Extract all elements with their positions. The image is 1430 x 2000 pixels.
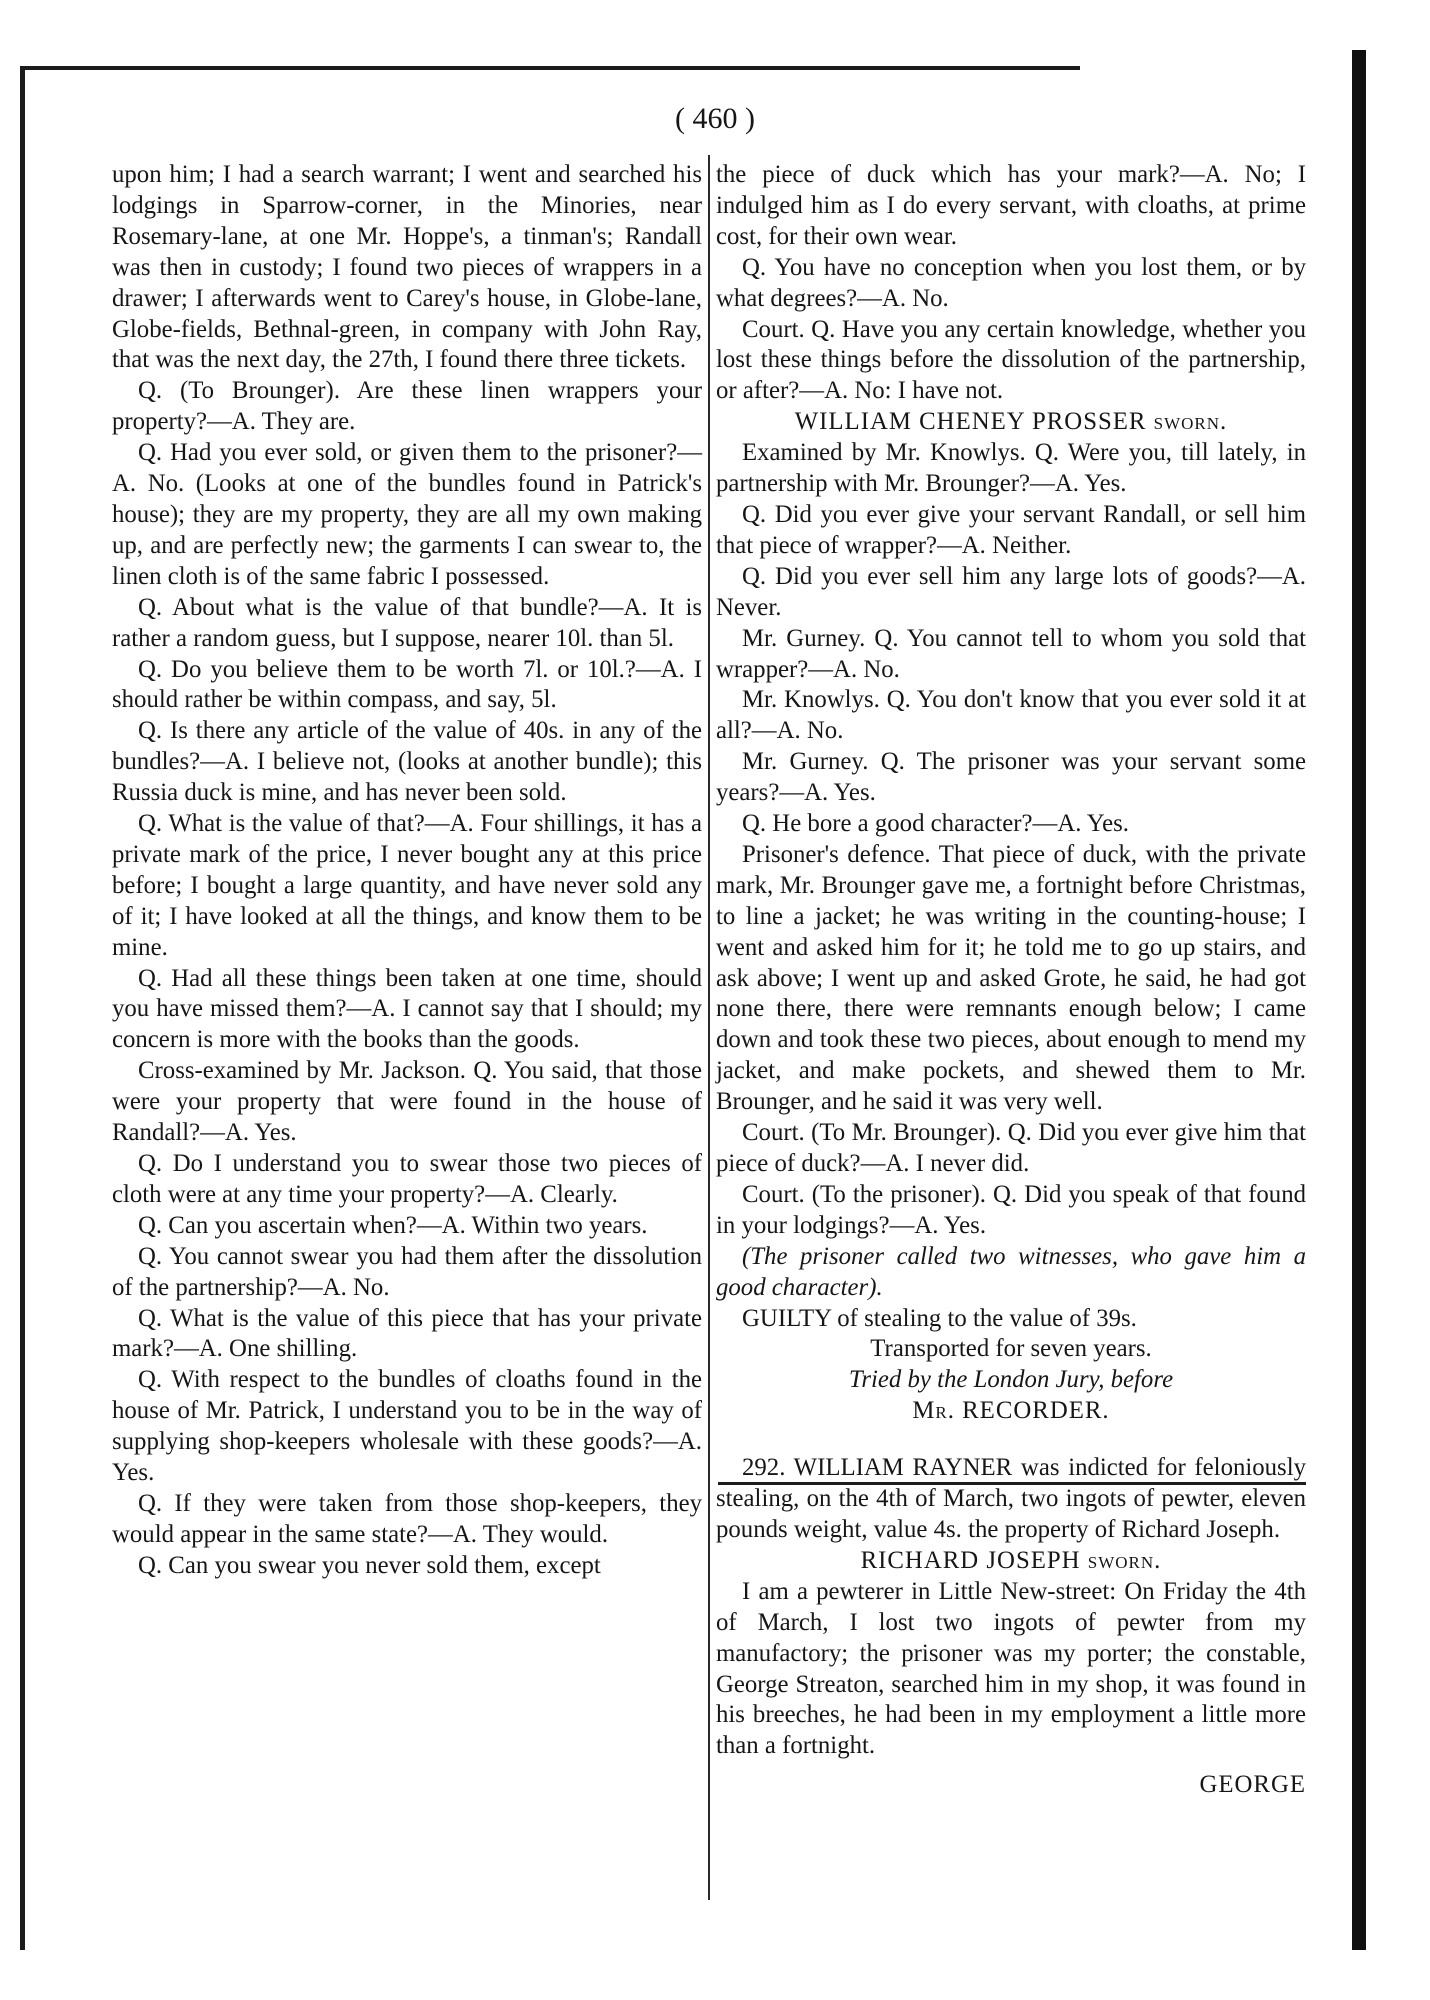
paragraph: Court. Q. Have you any certain knowledge, whether you lost these things before the dissolution of the partnership, or after?—A. No: I have not.	[716, 315, 1306, 405]
page-number: ( 460 )	[675, 102, 755, 135]
sentence: Transported for seven years.	[870, 1335, 1152, 1363]
paragraph: Q. Can you swear you never sold them, except	[138, 1551, 601, 1579]
tried-by: Tried by the London Jury, before	[848, 1366, 1174, 1394]
catchword: GEORGE	[1199, 1771, 1306, 1799]
binding-edge	[1352, 50, 1366, 1950]
paragraph: Q. You cannot swear you had them after the dissolution of the partnership?—A. No.	[112, 1242, 702, 1301]
paragraph: Q. He bore a good character?—A. Yes.	[742, 810, 1129, 838]
paragraph: Cross-examined by Mr. Jackson. Q. You said, that those were your property that were found in the house of Randall?—A. Yes.	[112, 1057, 702, 1147]
paragraph: Q. What is the value of this piece that has your private mark?—A. One shilling.	[112, 1304, 702, 1363]
recorder: Mr. RECORDER.	[912, 1397, 1110, 1425]
paragraph: Q. Did you ever sell him any large lots of goods?—A. Never.	[716, 562, 1306, 621]
paragraph: Q. Had you ever sold, or given them to the prisoner?—A. No. (Looks at one of the bundles found in Patrick's house); they are my property, they are all my own making up, and are perfectly new; the garments I can swear to, the linen cloth is of the same fabric I possessed.	[112, 439, 702, 590]
paragraph: Q. With respect to the bundles of cloaths found in the house of Mr. Patrick, I understand you to be in the way of supplying shop-keepers wholesale with these goods?—A. Yes.	[112, 1366, 702, 1487]
paragraph: Mr. Knowlys. Q. You don't know that you ever sold it at all?—A. No.	[716, 686, 1306, 745]
paragraph: Q. If they were taken from those shop-keepers, they would appear in the same state?—A. They would.	[112, 1489, 702, 1548]
verdict: GUILTY of stealing to the value of 39s.	[742, 1304, 1137, 1332]
paragraph: Q. Do you believe them to be worth 7l. or 10l.?—A. I should rather be within compass, and say, 5l.	[112, 655, 702, 714]
paragraph: Mr. Gurney. Q. The prisoner was your servant some years?—A. Yes.	[716, 748, 1306, 807]
witness-heading: RICHARD JOSEPH sworn.	[860, 1546, 1162, 1574]
witness-heading: WILLIAM CHENEY PROSSER sworn.	[794, 408, 1228, 436]
paragraph: Q. Is there any article of the value of 40s. in any of the bundles?—A. I believe not, (looks at another bundle); this Russia duck is mine, and has never been sold.	[112, 717, 702, 807]
paragraph: Mr. Gurney. Q. You cannot tell to whom you sold that wrapper?—A. No.	[716, 624, 1306, 683]
paragraph: Examined by Mr. Knowlys. Q. Were you, till lately, in partnership with Mr. Brounger?—A. Yes.	[716, 439, 1306, 498]
paragraph: Q. Do I understand you to swear those two pieces of cloth were at any time your property?—A. Clearly.	[112, 1150, 702, 1208]
left-border-rule	[20, 70, 25, 1950]
paragraph: I am a pewterer in Little New-street: On Friday the 4th of March, I lost two ingots of pewter from my manufactory; the prisoner was my porter; the constable, George Streaton, searched him in my shop, it was found in his breeches, he had been in my employment a little more than a fortnight.	[716, 1577, 1306, 1760]
left-column	[112, 160, 702, 1582]
right-column	[716, 160, 1306, 1801]
paragraph: (The prisoner called two witnesses, who gave him a good character).	[716, 1242, 1306, 1301]
paragraph: the piece of duck which has your mark?—A. No; I indulged him as I do every servant, with cloaths, at prime cost, for their own wear.	[716, 161, 1306, 250]
paragraph: Q. Did you ever give your servant Randall, or sell him that piece of wrapper?—A. Neither.	[716, 500, 1306, 559]
paragraph: Q. Had all these things been taken at one time, should you have missed them?—A. I cannot say that I should; my concern is more with the books than the goods.	[112, 964, 702, 1054]
case-separator-rule	[718, 1482, 1306, 1485]
paragraph: Q. About what is the value of that bundle?—A. It is rather a random guess, but I suppose, nearer 10l. than 5l.	[112, 593, 702, 652]
paragraph: Prisoner's defence. That piece of duck, with the private mark, Mr. Brounger gave me, a fortnight before Christmas, to line a jacket; he was writing in the counting-house; I went and asked him for it; he told me to go up stairs, and ask above; I went up and asked Grote, he said, he had got none there, there were remnants enough below; I came down and took these two pieces, about enough to mend my jacket, and make pockets, and shewed them to Mr. Brounger, and he said it was very well.	[716, 840, 1306, 1116]
paragraph: Court. (To Mr. Brounger). Q. Did you ever give him that piece of duck?—A. I never did.	[716, 1119, 1306, 1177]
paragraph: Q. (To Brounger). Are these linen wrappers your property?—A. They are.	[112, 377, 702, 436]
column-divider	[708, 155, 710, 1900]
paragraph: Court. (To the prisoner). Q. Did you speak of that found in your lodgings?—A. Yes.	[716, 1180, 1306, 1239]
case-heading: 292. WILLIAM RAYNER was indicted for feloniously stealing, on the 4th of March, two ingots of pewter, eleven pounds weight, value 4s. the property of Richard Joseph.	[716, 1454, 1306, 1543]
paragraph: Q. What is the value of that?—A. Four shillings, it has a private mark of the price, I never bought any at this price before; I bought a large quantity, and have never sold any of it; I have looked at all the things, and know them to be mine.	[112, 810, 702, 961]
paragraph: Q. Can you ascertain when?—A. Within two years.	[138, 1211, 648, 1239]
paragraph: upon him; I had a search warrant; I went and searched his lodgings in Sparrow-corner, in the Minories, near Rosemary-lane, at one Mr. Hoppe's, a tinman's; Randall was then in custody; I found two pieces of wrappers in a drawer; I afterwards went to Carey's house, in Globe-lane, Globe-fields, Bethnal-green, in company with John Ray, that was the next day, the 27th, I found there three tickets.	[112, 161, 702, 374]
top-border-rule	[20, 66, 1080, 70]
paragraph: Q. You have no conception when you lost them, or by what degrees?—A. No.	[716, 253, 1306, 312]
